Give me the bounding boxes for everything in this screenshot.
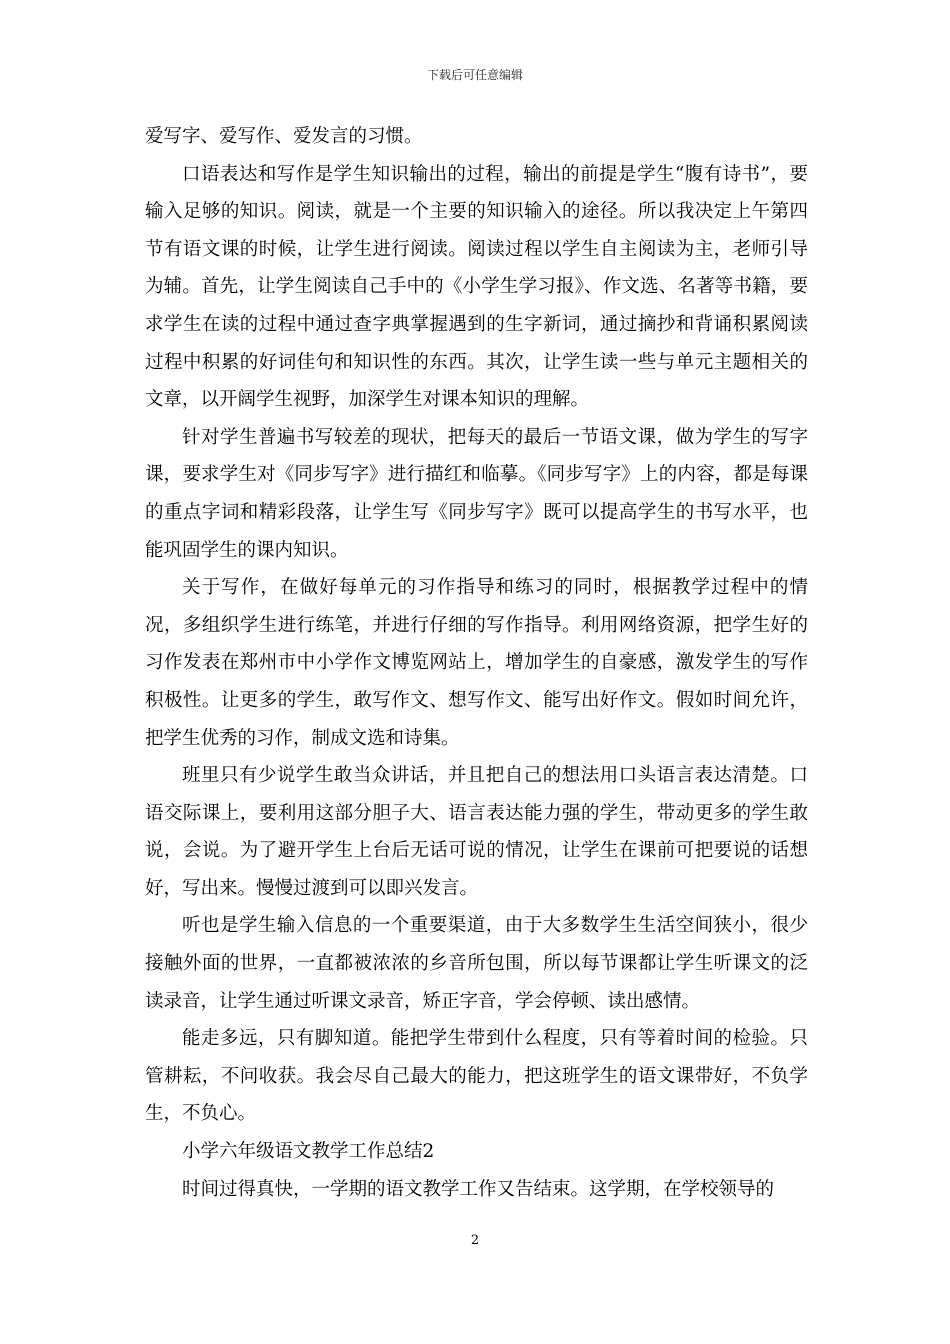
document-body — [145, 118, 808, 1208]
page-number: 2 — [470, 1233, 480, 1248]
paragraph-2: 口语表达和写作是学生知识输出的过程，输出的前提是学生“腹有诗书”，要输入足够的知识。阅读，就是一个主要的知识输入的途径。所以我决定上午第四节有语文课的时候，让学生进行阅读。阅读过程以学生自主阅读为主，老师引导为辅。首先，让学生阅读自己手中的《小学生学习报》、作文选、名著等书籍，要求学生在读的过程中通过查字典掌握遇到的生字新词，通过摘抄和背诵积累阅读过程中积累的好词佳句和知识性的东西。其次，让学生读一些与单元主题相关的文章，以开阔学生视野，加深学生对课本知识的理解。 — [145, 163, 808, 411]
paragraph-8: 时间过得真快，一学期的语文教学工作又告结束。这学期，在学校领导的 — [182, 1178, 775, 1200]
paragraph-1: 爱写字、爱写作、爱发言的习惯。 — [145, 126, 423, 147]
paragraph-4: 关于写作，在做好每单元的习作指导和练习的同时，根据教学过程中的情况，多组织学生进行练笔，并进行仔细的写作指导。利用网络资源，把学生好的习作发表在郑州市中小学作文博览网站上，增加学生的自豪感，激发学生的写作积极性。让更多的学生，敢写作文、想写作文、能写出好作文。假如时间允许，把学生优秀的习作，制成文选和诗集。 — [145, 577, 808, 749]
paragraph-6: 听也是学生输入信息的一个重要渠道，由于大多数学生生活空间狭小，很少接触外面的世界，一直都被浓浓的乡音所包围，所以每节课都让学生听课文的泛读录音，让学生通过听课文录音，矫正字音，学会停顿、读出感情。 — [145, 915, 808, 1012]
paragraph-3: 针对学生普遍书写较差的现状，把每天的最后一节语文课，做为学生的写字课，要求学生对《同步写字》进行描红和临摹。《同步写字》上的内容，都是每课的重点字词和精彩段落，让学生写《同步写字》既可以提高学生的书写水平，也能巩固学生的课内知识。 — [145, 426, 808, 561]
section-heading: 小学六年级语文教学工作总结2 — [182, 1141, 435, 1163]
paragraph-5: 班里只有少说学生敢当众讲话，并且把自己的想法用口头语言表达清楚。口语交际课上，要利用这部分胆子大、语言表达能力强的学生，带动更多的学生敢说，会说。为了避开学生上台后无话可说的情况，让学生在课前可把要说的话想好，写出来。慢慢过渡到可以即兴发言。 — [145, 765, 808, 899]
paragraph-7: 能走多远，只有脚知道。能把学生带到什么程度，只有等着时间的检验。只管耕耘，不问收获。我会尽自己最大的能力，把这班学生的语文课带好，不负学生，不负心。 — [145, 1028, 808, 1125]
page-header: 下载后可任意编辑 — [426, 68, 523, 82]
